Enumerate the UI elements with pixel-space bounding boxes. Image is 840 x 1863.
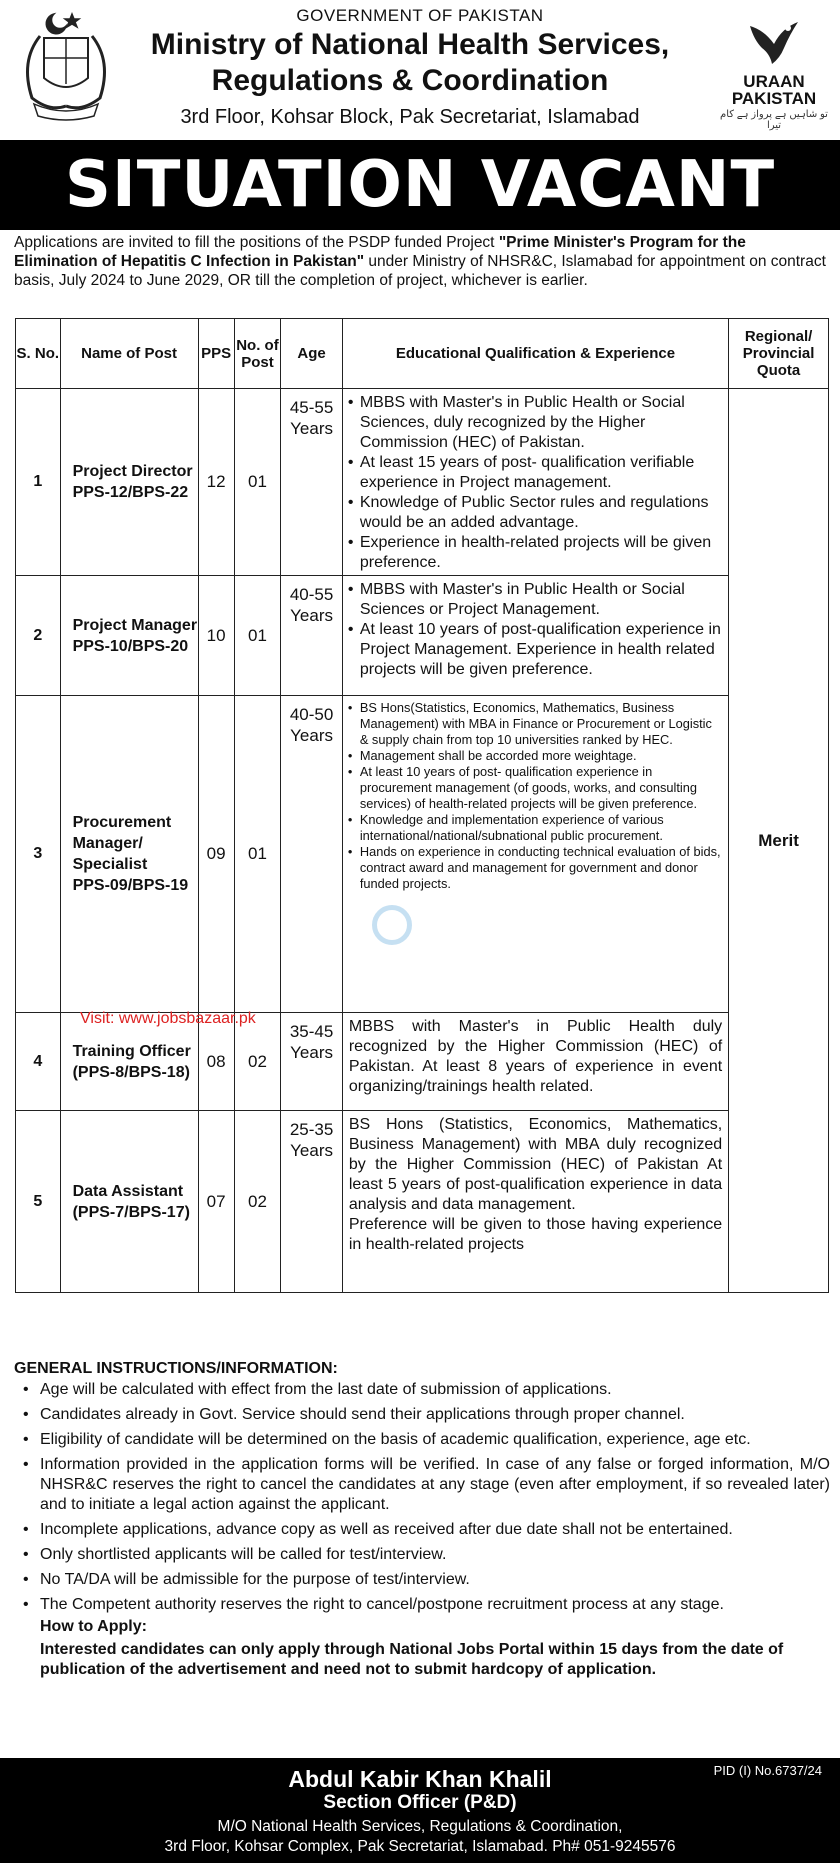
header-age: Age	[281, 319, 343, 389]
qualification-item: • Management shall be accorded more weightage.	[347, 748, 722, 764]
qualification-item: • Knowledge of Public Sector rules and regulations would be an added advantage.	[347, 493, 722, 533]
row-pps: 10	[198, 576, 234, 696]
instruction-item: • The Competent authority reserves the right to cancel/postpone recruitment process at any stage.	[14, 1595, 830, 1615]
row-qualification	[342, 389, 728, 576]
uraan-pakistan-logo	[718, 18, 830, 131]
header-name: Name of Post	[60, 319, 198, 389]
row-post-name	[60, 696, 198, 1013]
posts-table	[15, 318, 829, 1293]
qualification-text: MBBS with Master's in Public Health duly recognized by the Higher Commission (HEC) of Pakistan. At least 8 years of experience in event organizing/trainings health related.	[348, 1018, 723, 1095]
instruction-item: • Eligibility of candidate will be determined on the basis of academic qualification, experience, age etc.	[14, 1430, 830, 1450]
age-range: 40-50	[289, 705, 334, 724]
table-row	[16, 576, 829, 696]
post-name-line: Manager/	[72, 835, 143, 852]
row-qualification	[342, 1111, 728, 1293]
uraan-tagline: تو شاہیں ہے پرواز ہے کام تیرا	[720, 109, 828, 131]
ministry-name	[130, 27, 690, 99]
signer-designation: Section Officer (P&D)	[323, 1792, 517, 1813]
header-quota-line-1: Regional/	[744, 328, 813, 345]
header-nop-line-2: Post	[241, 353, 274, 371]
row-sno: 1	[16, 389, 61, 576]
row-qualification	[342, 696, 728, 1013]
qualification-text: BS Hons (Statistics, Economics, Mathematics, Business Management) with MBA duly recognized by the Higher Commission (HEC) of Pakistan At least 5 years of post-qualification experience in data analysis and data management.	[348, 1116, 723, 1213]
row-sno: 5	[16, 1111, 61, 1293]
header-sno: S. No.	[16, 319, 61, 389]
post-grade-line: PPS-10/BPS-20	[72, 637, 189, 655]
age-unit: Years	[290, 726, 333, 745]
row-pps: 08	[198, 1013, 234, 1111]
qualification-item: • At least 15 years of post- qualification verifiable experience in Project management.	[347, 453, 722, 493]
age-unit: Years	[290, 1141, 333, 1160]
row-no-of-posts: 02	[234, 1013, 281, 1111]
watermark-link[interactable]: Visit: www.jobsbazaar.pk	[80, 1010, 256, 1027]
instruction-item: • Information provided in the application forms will be verified. In case of any false or forged information, M/O NHSR&C reserves the right to cancel the candidates at any stage (even after employment, if so revealed later) and to initiate a legal action against the applicant.	[14, 1455, 830, 1515]
post-name-line: Project Manager	[72, 616, 198, 634]
post-grade-line: (PPS-8/BPS-18)	[72, 1063, 190, 1081]
table-row	[16, 696, 829, 1013]
age-unit: Years	[290, 419, 333, 438]
eagle-icon	[744, 18, 804, 68]
row-pps: 07	[198, 1111, 234, 1293]
row-qualification	[342, 576, 728, 696]
instruction-item: • Only shortlisted applicants will be called for test/interview.	[14, 1545, 830, 1565]
row-qualification	[342, 1013, 728, 1111]
row-no-of-posts: 01	[234, 389, 281, 576]
header-no-of-post	[234, 319, 281, 389]
post-grade-line: PPS-09/BPS-19	[72, 877, 189, 894]
row-no-of-posts: 01	[234, 576, 281, 696]
instruction-item: • Candidates already in Govt. Service should send their applications through proper channel.	[14, 1405, 830, 1425]
row-age	[281, 696, 343, 1013]
intro-program-name: "Prime Minister's Program for the Elimination of Hepatitis C Infection in Pakistan"	[14, 234, 746, 270]
header-quota-line-3: Quota	[756, 362, 801, 379]
age-range: 25-35	[289, 1120, 334, 1139]
how-to-apply-text: Interested candidates can only apply through National Jobs Portal within 15 days from the date of publication of the advertisement and need not to submit hardcopy of application.	[40, 1641, 784, 1678]
row-post-name	[60, 1111, 198, 1293]
instruction-item: • Incomplete applications, advance copy as well as received after due date shall not be entertained.	[14, 1520, 830, 1540]
intro-part-2: under Ministry of NHSR&C, Islamabad for appointment on contract basis, July 2024 to June 2029, OR till the completion of project, whichever is earlier.	[14, 253, 826, 289]
post-grade-line: (PPS-7/BPS-17)	[72, 1203, 190, 1221]
age-unit: Years	[290, 1043, 333, 1062]
general-instructions	[14, 1360, 830, 1680]
pid-number: PID (I) No.6737/24	[713, 1763, 822, 1778]
post-name-line: Specialist	[72, 856, 148, 873]
age-range: 45-55	[289, 398, 334, 417]
ministry-line-2: Regulations & Coordination	[211, 64, 609, 97]
qualification-item: • Knowledge and implementation experience of various international/national/subnational public procurement.	[347, 812, 722, 844]
header-nop-line-1: No. of	[236, 336, 279, 354]
how-to-apply-title: How to Apply:	[40, 1618, 147, 1635]
row-no-of-posts: 01	[234, 696, 281, 1013]
ministry-address: 3rd Floor, Kohsar Block, Pak Secretariat, Islamabad	[180, 106, 640, 128]
row-no-of-posts: 02	[234, 1111, 281, 1293]
instructions-title: GENERAL INSTRUCTIONS/INFORMATION:	[14, 1360, 338, 1377]
row-age	[281, 1111, 343, 1293]
header-education: Educational Qualification & Experience	[342, 319, 728, 389]
footer	[0, 1758, 840, 1863]
qualification-item: • At least 10 years of post-qualification experience in Project Management. Experience in health related projects will be given preference.	[347, 620, 722, 680]
post-name-line: Project Director	[72, 463, 193, 480]
header-pps: PPS	[198, 319, 234, 389]
row-sno: 4	[16, 1013, 61, 1111]
uraan-title-2: PAKISTAN	[731, 89, 817, 108]
row-age	[281, 576, 343, 696]
header	[0, 0, 840, 138]
signer-name: Abdul Kabir Khan Khalil	[288, 1766, 552, 1792]
footer-address-line-2: 3rd Floor, Kohsar Complex, Pak Secretariat, Islamabad. Ph# 051-9245576	[164, 1838, 676, 1855]
row-post-name	[60, 389, 198, 576]
row-post-name	[60, 576, 198, 696]
intro-part-1: Applications are invited to fill the positions of the PSDP funded Project	[14, 234, 499, 251]
situation-vacant-banner: SITUATION VACANT	[0, 140, 840, 230]
row-sno: 2	[16, 576, 61, 696]
post-grade-line: PPS-12/BPS-22	[72, 484, 189, 501]
row-pps: 12	[198, 389, 234, 576]
footer-address-line-1: M/O National Health Services, Regulations & Coordination,	[217, 1818, 623, 1835]
row-sno: 3	[16, 696, 61, 1013]
header-quota	[729, 319, 829, 389]
age-unit: Years	[290, 606, 333, 625]
ministry-line-1: Ministry of National Health Services,	[150, 28, 670, 61]
age-range: 40-55	[289, 585, 334, 604]
row-age	[281, 389, 343, 576]
table-header-row	[16, 319, 829, 389]
post-name-line: Procurement	[72, 814, 172, 831]
qualification-item: • Experience in health-related projects will be given preference.	[347, 533, 722, 573]
qualification-item: • MBBS with Master's in Public Health or Social Sciences, duly recognized by the Higher Commission (HEC) of Pakistan.	[347, 393, 722, 453]
table-row	[16, 389, 829, 576]
uraan-title-1: URAAN	[743, 72, 805, 91]
header-quota-line-2: Provincial	[742, 345, 815, 362]
qualification-item: • At least 10 years of post- qualification experience in procurement management (of goods, works, and consulting services) of health-related projects will be given preference.	[347, 764, 722, 812]
row-pps: 09	[198, 696, 234, 1013]
qualification-item: • Hands on experience in conducting technical evaluation of bids, contract award and management for government and donor funded projects.	[347, 844, 722, 892]
post-name-line: Data Assistant	[72, 1182, 184, 1200]
government-label: GOVERNMENT OF PAKISTAN	[296, 6, 544, 25]
watermark-logo-icon	[372, 905, 412, 945]
table-row	[16, 1111, 829, 1293]
qualification-text: Preference will be given to those having experience in health-related projects	[348, 1216, 723, 1253]
instruction-item: • Age will be calculated with effect from the last date of submission of applications.	[14, 1380, 830, 1400]
post-name-line: Training Officer	[72, 1042, 191, 1060]
intro-paragraph	[14, 233, 832, 290]
qualification-item: • MBBS with Master's in Public Health or Social Sciences or Project Management.	[347, 580, 722, 620]
qualification-item: • BS Hons(Statistics, Economics, Mathematics, Business Management) with MBA in Finance or Procurement or Logistic & supply chain from top 10 universities ranked by HEC.	[347, 700, 722, 748]
instruction-item: • No TA/DA will be admissible for the purpose of test/interview.	[14, 1570, 830, 1590]
age-range: 35-45	[289, 1022, 334, 1041]
quota-cell: Merit	[729, 389, 829, 1293]
row-age	[281, 1013, 343, 1111]
